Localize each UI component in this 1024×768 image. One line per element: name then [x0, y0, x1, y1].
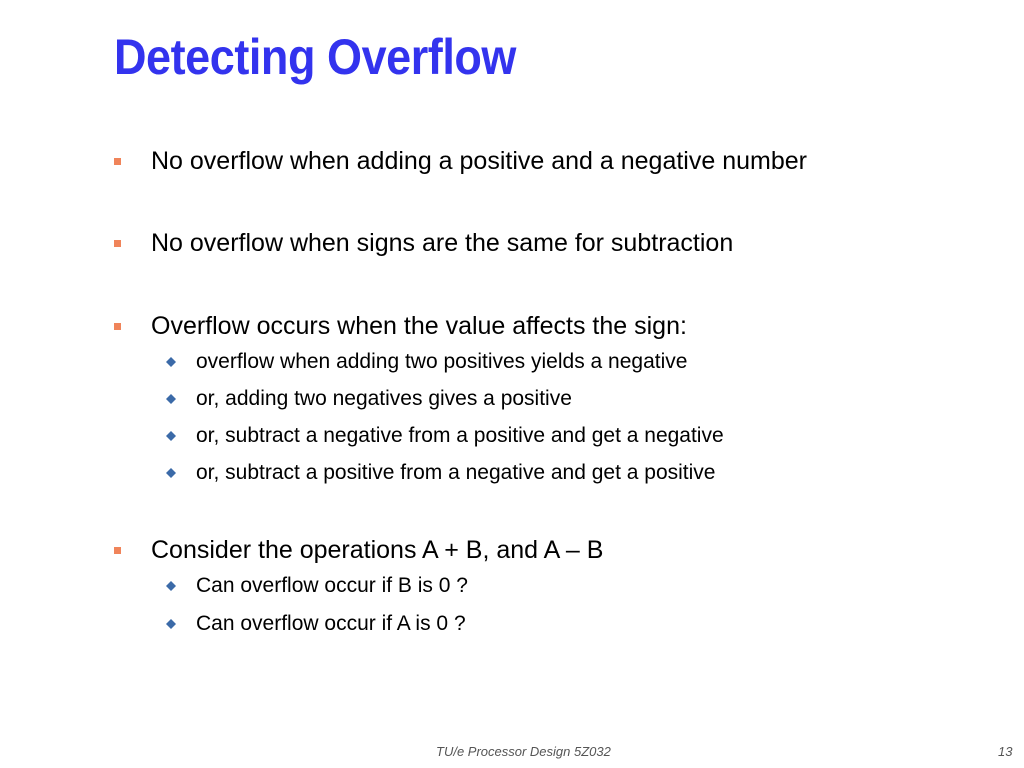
diamond-bullet-icon — [166, 468, 176, 478]
diamond-bullet-icon — [166, 581, 176, 591]
sub-bullet-text: or, adding two negatives gives a positive — [196, 387, 572, 410]
bullet-text: Overflow occurs when the value affects the sign: — [151, 312, 687, 340]
diamond-bullet-icon — [166, 619, 176, 629]
square-bullet-icon — [114, 547, 121, 554]
slide-title: Detecting Overflow — [114, 29, 516, 85]
square-bullet-icon — [114, 158, 121, 165]
sub-bullet-text: overflow when adding two positives yields a negative — [196, 350, 688, 373]
sub-bullet-text: or, subtract a negative from a positive and get a negative — [196, 424, 724, 447]
square-bullet-icon — [114, 323, 121, 330]
diamond-bullet-icon — [166, 394, 176, 404]
diamond-bullet-icon — [166, 357, 176, 367]
sub-bullet-text: Can overflow occur if B is 0 ? — [196, 574, 468, 597]
bullet-text: No overflow when adding a positive and a negative number — [151, 147, 807, 175]
page-number: 13 — [998, 744, 1013, 759]
bullet-text: No overflow when signs are the same for subtraction — [151, 229, 734, 257]
bullet-text: Consider the operations A + B, and A – B — [151, 536, 604, 564]
footer-course: TU/e Processor Design 5Z032 — [436, 744, 611, 759]
sub-bullet-text: or, subtract a positive from a negative and get a positive — [196, 461, 716, 484]
sub-bullet-text: Can overflow occur if A is 0 ? — [196, 612, 466, 635]
diamond-bullet-icon — [166, 431, 176, 441]
square-bullet-icon — [114, 240, 121, 247]
